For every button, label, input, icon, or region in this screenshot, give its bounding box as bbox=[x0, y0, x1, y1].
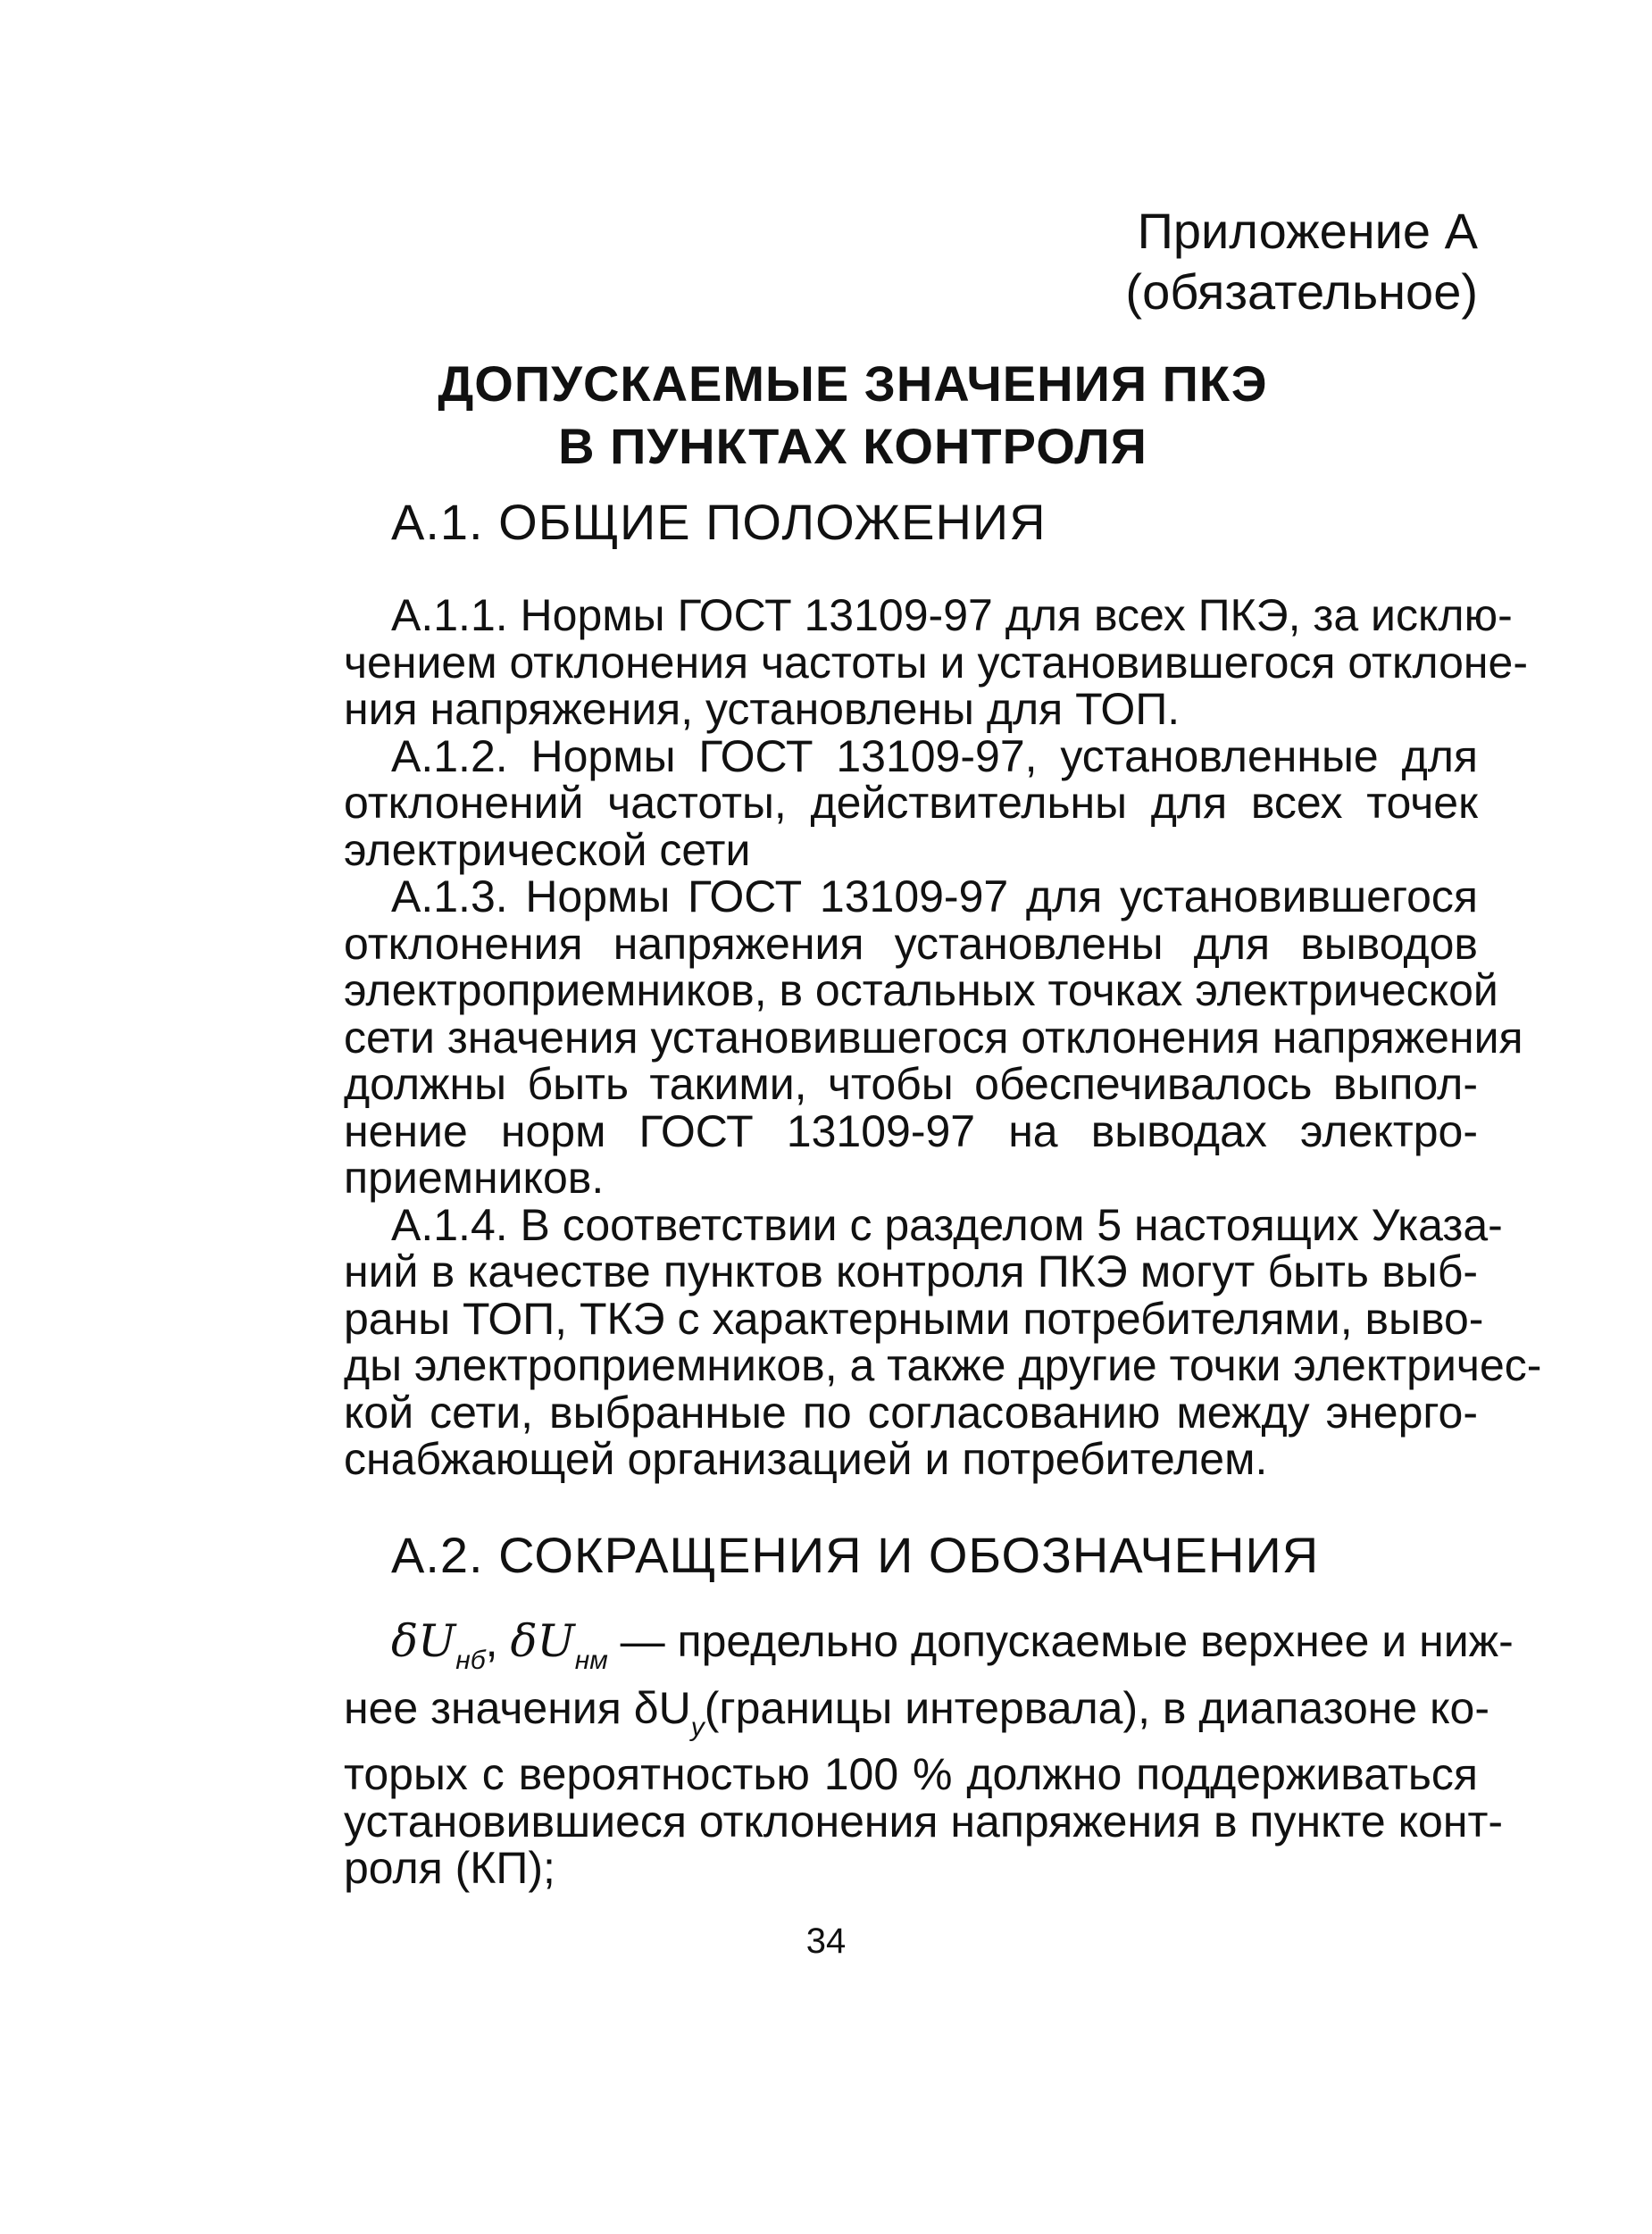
text-line: нение норм ГОСТ 13109-97 на выводах электро- bbox=[344, 1105, 1478, 1156]
definition-text: (границы интервала), в диапазоне ко- bbox=[704, 1682, 1489, 1733]
definition-text: — предельно допускаемые верхнее и ниж- bbox=[607, 1616, 1514, 1666]
symbol-separator: , bbox=[485, 1616, 511, 1666]
text-line: отклонений частоты, действительны для всех точек bbox=[344, 778, 1478, 828]
text-line: должны быть такими, чтобы обеспечивалось выпол- bbox=[344, 1059, 1478, 1109]
appendix-label: Приложение А bbox=[1137, 203, 1478, 259]
text-line: раны ТОП, ТКЭ с характерными потребителями, выво- bbox=[344, 1293, 1484, 1344]
text-line: отклонения напряжения установлены для выводов bbox=[344, 918, 1478, 969]
text-line: А.1.4. В соответствии с разделом 5 настоящих Указа- bbox=[391, 1199, 1503, 1250]
appendix-header bbox=[1125, 201, 1478, 322]
symbol-du-nm: δU bbox=[510, 1615, 575, 1667]
paragraph-a-1-1 bbox=[344, 590, 1529, 734]
text-line: ния напряжения, установлены для ТОП. bbox=[344, 684, 1181, 734]
section-2-body bbox=[344, 1615, 1514, 1893]
text-line: А.1.3. Нормы ГОСТ 13109-97 для установившегося bbox=[391, 871, 1478, 921]
text-line bbox=[344, 1682, 1489, 1752]
definition-du-limits bbox=[344, 1615, 1514, 1893]
subscript-nm: нм bbox=[574, 1646, 608, 1675]
text-line: ний в качестве пунктов контроля ПКЭ могут быть выб- bbox=[344, 1246, 1478, 1296]
text-line: установившиеся отклонения напряжения в пункте конт- bbox=[344, 1796, 1503, 1846]
section-2-heading: А.2. СОКРАЩЕНИЯ И ОБОЗНАЧЕНИЯ bbox=[391, 1527, 1320, 1583]
text-line: электроприемников, в остальных точках электрической bbox=[344, 965, 1498, 1015]
paragraph-a-1-4 bbox=[344, 1199, 1542, 1484]
text-line: А.1.2. Нормы ГОСТ 13109-97, установленные для bbox=[391, 730, 1478, 781]
text-line: приемников. bbox=[344, 1153, 605, 1203]
title-line-2: В ПУНКТАХ КОНТРОЛЯ bbox=[558, 418, 1147, 474]
text-line: снабжающей организацией и потребителем. bbox=[344, 1434, 1268, 1484]
text-line: торых с вероятностью 100 % должно поддерживаться bbox=[344, 1749, 1478, 1799]
section-1-body bbox=[344, 590, 1542, 1484]
paragraph-a-1-2 bbox=[344, 730, 1478, 875]
symbol-du-y: δU bbox=[633, 1682, 691, 1733]
text-line: чением отклонения частоты и установившегося отклоне- bbox=[344, 637, 1529, 688]
subscript-nb: нб bbox=[455, 1646, 486, 1675]
page-number: 34 bbox=[805, 1921, 847, 1961]
section-1-heading: А.1. ОБЩИЕ ПОЛОЖЕНИЯ bbox=[391, 494, 1047, 550]
text-line bbox=[344, 1615, 1514, 1685]
text-line: роля (КП); bbox=[344, 1843, 555, 1893]
title-line-1: ДОПУСКАЕМЫЕ ЗНАЧЕНИЯ ПКЭ bbox=[438, 355, 1268, 412]
text-line: кой сети, выбранные по согласованию между энерго- bbox=[344, 1387, 1478, 1438]
subscript-y: у bbox=[690, 1712, 705, 1742]
text-line: ды электроприемников, а также другие точки электричес- bbox=[344, 1340, 1542, 1390]
paragraph-a-1-3 bbox=[344, 871, 1523, 1203]
text-line: электрической сети bbox=[344, 824, 751, 875]
text-line: А.1.1. Нормы ГОСТ 13109-97 для всех ПКЭ, за исклю- bbox=[391, 590, 1513, 640]
definition-text: нее значения bbox=[344, 1682, 634, 1733]
document-title bbox=[339, 353, 1366, 478]
symbol-du-nb: δU bbox=[391, 1615, 456, 1667]
appendix-status: (обязательное) bbox=[1125, 263, 1478, 320]
text-line: сети значения установившегося отклонения напряжения bbox=[344, 1012, 1523, 1063]
